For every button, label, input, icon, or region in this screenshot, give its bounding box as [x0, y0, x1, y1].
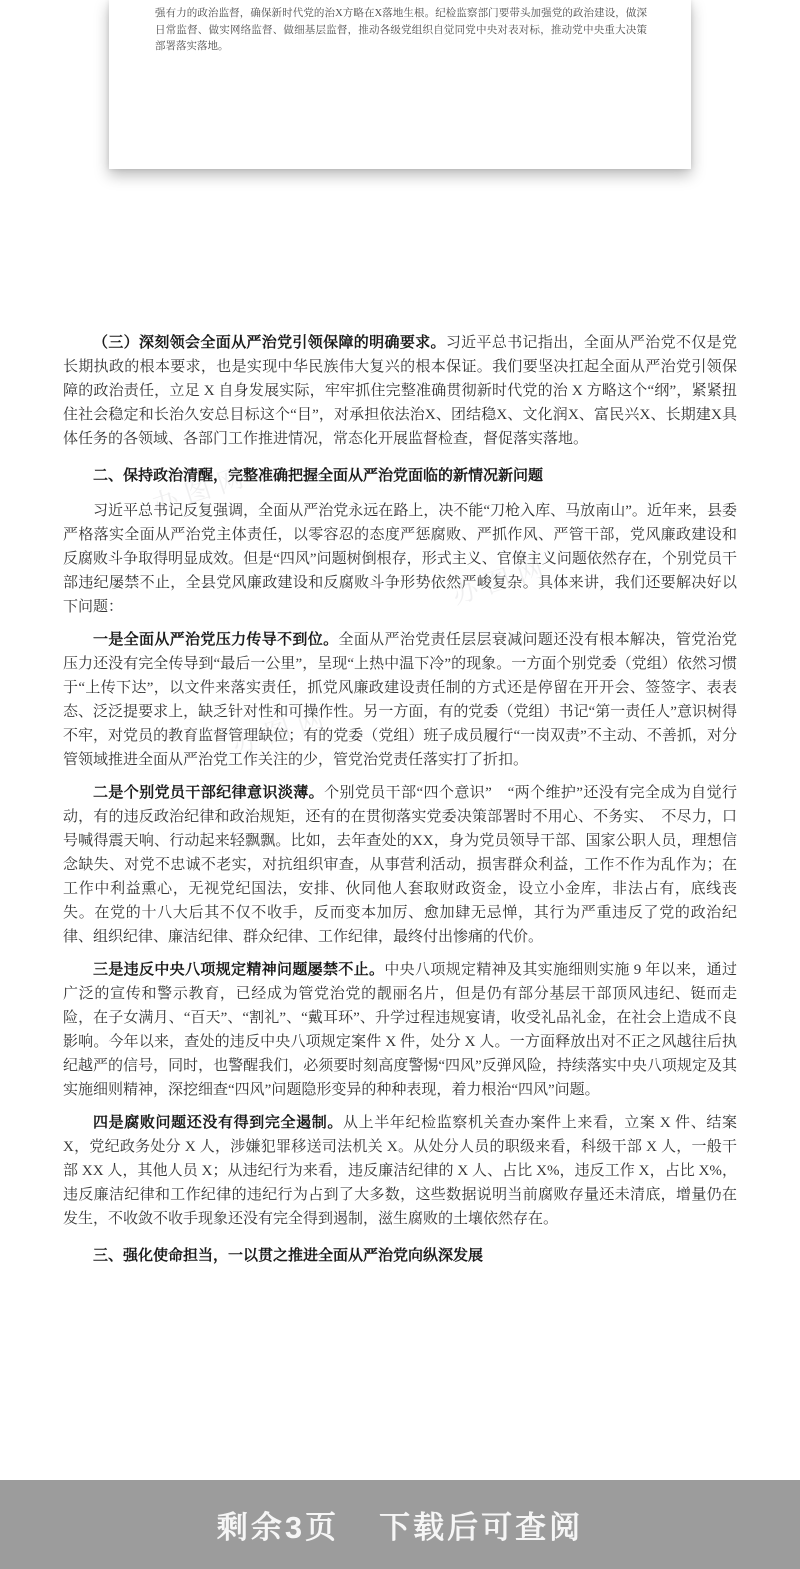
paragraph-lead: 二是个别党员干部纪律意识淡薄。 [93, 785, 325, 801]
page-2 [0, 331, 800, 1279]
paragraph-lead: （三）深刻领会全面从严治党引领保障的明确要求。 [93, 335, 446, 351]
paragraph-body: 习近平总书记反复强调，全面从严治党永远在路上，决不能“刀枪入库、马放南山”。近年来，县委严格落实全面从严治党主体责任，以零容忍的态度严惩腐败、严抓作风、严管干部，党风廉政建设和反腐败斗争取得明显成效。但是“四风”问题树倒根存，形式主义、官僚主义问题依然存在，个别党员干部违纪屡禁不止，全县党风廉政建设和反腐败斗争形势依然严峻复杂。具体来讲，我们还要解决好以下问题： [63, 503, 737, 615]
pages-remaining-label: 剩余3页 [216, 1510, 340, 1545]
watermark: 办图网 [148, 459, 255, 520]
section-heading: 三、强化使命担当，一以贯之推进全面从严治党向纵深发展 [93, 1248, 484, 1264]
paragraph [63, 1111, 737, 1231]
page-1-text: 强有力的政治监督，确保新时代党的治X方略在X落地生根。纪检监察部门要带头加强党的政治建设，做深日常监督、做实网络监督、做细基层监督，推动各级党组织自觉同党中央对表对标，推动党中央重大决策部署落实落地。 [155, 8, 647, 53]
section-heading: 二、保持政治清醒，完整准确把握全面从严治党面临的新情况新问题 [93, 468, 544, 484]
paragraph-body: 全面从严治党责任层层衰减问题还没有根本解决，管党治党压力还没有完全传导到“最后一公里”，呈现“上热中温下冷”的现象。一方面个别党委（党组）依然习惯于“上传下达”，以文件来落实责任，抓党风廉政建设责任制的方式还是停留在开开会、签签字、表表态、泛泛提要求上，缺乏针对性和可操作性。另一方面，有的党委（党组）书记“第一责任人”意识树得不牢，对党员的教育监督管理缺位；有的党委（党组）班子成员履行“一岗双责”不主动、不善抓，对分管领域推进全面从严治党工作关注的少，管党治党责任落实打了折扣。 [63, 632, 737, 768]
paragraph [63, 628, 737, 772]
page-1-partial [109, 0, 691, 169]
paragraph [63, 958, 737, 1102]
watermark: 办图网 [228, 699, 335, 760]
paragraph-lead: 一是全面从严治党压力传导不到位。 [93, 632, 339, 648]
paragraph-lead: 三是违反中央八项规定精神问题屡禁不止。 [93, 962, 385, 978]
paragraph [63, 331, 737, 451]
paragraph-body: 个别党员干部“四个意识” “两个维护”还没有完全成为自觉行动，有的违反政治纪律和政治规矩，还有的在贯彻落实党委决策部署时不用心、不务实、 不尽力，口号喊得震天响、行动起来轻飘飘。比如，去年查处的XX，身为党员领导干部、国家公职人员，理想信念缺失、对党不忠诚不老实，对抗组织审查，从事营利活动，损害群众利益，工作不作为乱作为；在工作中利益熏心，无视党纪国法，安排、伙同他人套取财政资金，设立小金库，非法占有，底线丧失。在党的十八大后其不仅不收手，反而变本加厉、愈加肆无忌惮，其行为严重违反了党的政治纪律、组织纪律、廉洁纪律、群众纪律、工作纪律，最终付出惨痛的代价。 [63, 785, 737, 945]
paragraph-body: 中央八项规定精神及其实施细则实施 9 年以来，通过广泛的宣传和警示教育，已经成为管党治党的靓丽名片，但是仍有部分基层干部顶风违纪、铤而走险，在子女满月、“百天”、“割礼”、“戴耳环”、升学过程违规宴请，收受礼品礼金，在社会上造成不良影响。今年以来，查处的违反中央八项规定案件 X 件，处分 X 人。一方面释放出对不正之风越往后执纪越严的信号，同时，也警醒我们，必须要时刻高度警惕“四风”反弹风险，持续落实中央八项规定及其实施细则精神，深挖细查“四风”问题隐形变异的种种表现，着力根治“四风”问题。 [63, 962, 737, 1098]
download-footer[interactable] [0, 1480, 800, 1569]
paragraph [63, 781, 737, 949]
paragraph [63, 499, 737, 619]
paragraph-body: 从上半年纪检监察机关查办案件上来看，立案 X 件、结案 X，党纪政务处分 X 人，涉嫌犯罪移送司法机关 X。从处分人员的职级来看，科级干部 X 人，一般干部 XX 人，其他人员 X；从违纪行为来看，违反廉洁纪律的 X 人、占比 X%，违反工作 X，占比 X%，违反廉洁纪律和工作纪律的违纪行为占到了大多数，这些数据说明当前腐败存量还未清底，增量仍在发生，不收敛不收手现象还没有完全得到遏制，滋生腐败的土壤依然存在。 [63, 1115, 737, 1227]
paragraph-lead: 四是腐败问题还没有得到完全遏制。 [93, 1115, 344, 1131]
watermark: 办图网 [448, 549, 555, 610]
download-hint-label: 下载后可查阅 [379, 1510, 584, 1545]
paragraph-body: 习近平总书记指出，全面从严治党不仅是党长期执政的根本要求，也是实现中华民族伟大复兴的根本保证。我们要坚决扛起全面从严治党引领保障的政治责任，立足 X 自身发展实际，牢牢抓住完整准确贯彻新时代党的治 X 方略这个“纲”，紧紧扭住社会稳定和长治久安总目标这个“目”，对承担依法治X、团结稳X、文化润X、富民兴X、长期建X具体任务的各领域、各部门工作推进情况，常态化开展监督检查，督促落实落地。 [63, 335, 737, 447]
